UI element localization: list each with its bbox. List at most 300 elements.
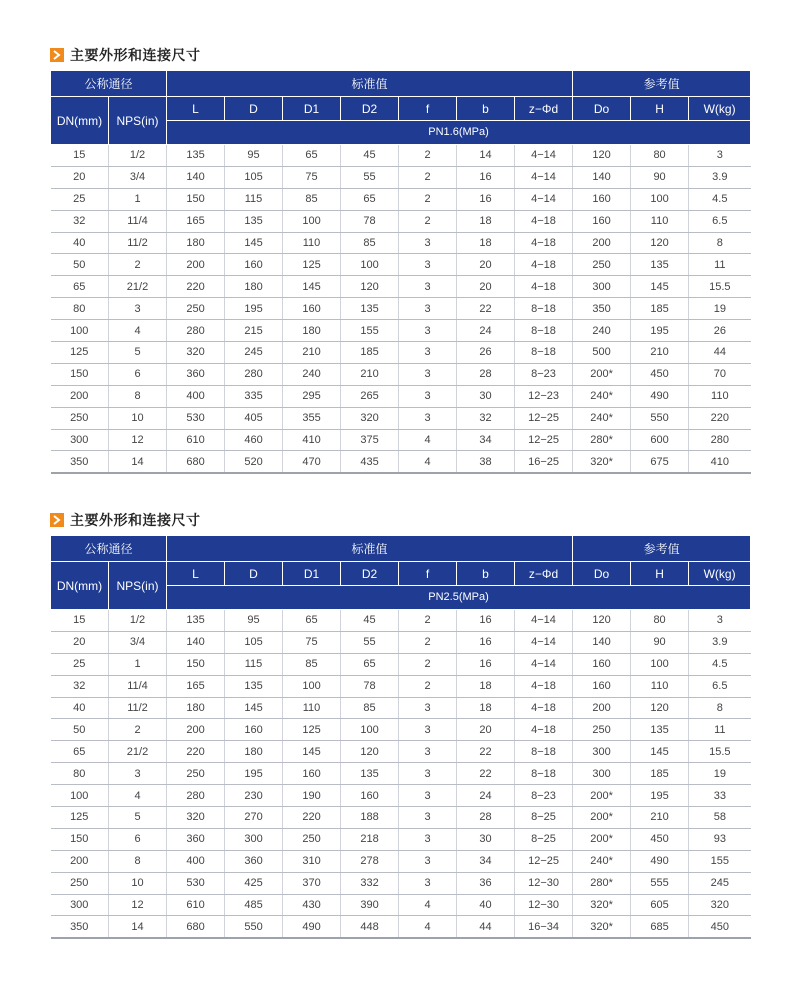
table-cell: 2 (109, 719, 167, 741)
table-cell: 80 (631, 610, 689, 632)
table-cell: 160 (341, 785, 399, 807)
col-header: L (167, 562, 225, 586)
table-cell: 320* (573, 894, 631, 916)
table-cell: 195 (225, 763, 283, 785)
table-cell: 2 (399, 610, 457, 632)
table-cell: 11/2 (109, 232, 167, 254)
table-cell: 2 (399, 188, 457, 210)
table-cell: 8 (109, 850, 167, 872)
table-cell: 85 (283, 653, 341, 675)
col-header: D (225, 562, 283, 586)
table-cell: 610 (167, 429, 225, 451)
table-cell: 16 (457, 631, 515, 653)
table-cell: 15 (51, 610, 109, 632)
table-cell: 100 (51, 320, 109, 342)
table-cell: 125 (283, 254, 341, 276)
table-cell: 145 (283, 276, 341, 298)
table-cell: 160 (573, 675, 631, 697)
table-cell: 460 (225, 429, 283, 451)
table-cell: 2 (399, 210, 457, 232)
table-cell: 95 (225, 145, 283, 167)
table-cell: 320* (573, 451, 631, 473)
table-cell: 4−14 (515, 653, 573, 675)
table-cell: 140 (573, 166, 631, 188)
table-cell: 3 (689, 610, 751, 632)
table-cell: 2 (399, 653, 457, 675)
table-cell: 300 (51, 429, 109, 451)
table-header (51, 71, 751, 145)
table-cell: 80 (631, 145, 689, 167)
table-cell: 38 (457, 451, 515, 473)
table-cell: 185 (631, 298, 689, 320)
table-cell: 245 (225, 342, 283, 364)
table-cell: 210 (283, 342, 341, 364)
table-cell: 3 (399, 407, 457, 429)
table-cell: 18 (457, 210, 515, 232)
table-row (51, 188, 751, 210)
arrow-right-icon (50, 48, 64, 62)
table-cell: 20 (51, 166, 109, 188)
table-cell: 8 (689, 232, 751, 254)
table-cell: 135 (341, 298, 399, 320)
table-cell: 2 (399, 145, 457, 167)
table-cell: 150 (167, 188, 225, 210)
table-cell: 150 (51, 828, 109, 850)
table-row (51, 298, 751, 320)
table-cell: 3 (109, 763, 167, 785)
pressure-rating: PN1.6(MPa) (167, 121, 751, 145)
table-cell: 200 (167, 719, 225, 741)
table-cell: 11/4 (109, 210, 167, 232)
table-cell: 100 (51, 785, 109, 807)
table-row (51, 872, 751, 894)
table-row (51, 407, 751, 429)
col-header: L (167, 97, 225, 121)
table-cell: 280 (167, 785, 225, 807)
table-cell: 16−25 (515, 451, 573, 473)
table-cell: 530 (167, 872, 225, 894)
table-cell: 4−18 (515, 697, 573, 719)
table-cell: 21/2 (109, 741, 167, 763)
table-cell: 3 (399, 385, 457, 407)
table-cell: 135 (341, 763, 399, 785)
table-cell: 22 (457, 763, 515, 785)
table-cell: 80 (51, 298, 109, 320)
table-cell: 450 (631, 363, 689, 385)
table-cell: 4−18 (515, 276, 573, 298)
table-cell: 3/4 (109, 631, 167, 653)
table-cell: 8−18 (515, 342, 573, 364)
table-cell: 485 (225, 894, 283, 916)
table-cell: 100 (341, 254, 399, 276)
table-cell: 8−18 (515, 298, 573, 320)
table-cell: 470 (283, 451, 341, 473)
table-cell: 65 (283, 610, 341, 632)
table-cell: 155 (689, 850, 751, 872)
table-cell: 4−14 (515, 188, 573, 210)
table-cell: 12−25 (515, 407, 573, 429)
table-row (51, 342, 751, 364)
table-cell: 555 (631, 872, 689, 894)
section-heading (50, 40, 750, 70)
table-cell: 2 (399, 675, 457, 697)
table-cell: 270 (225, 807, 283, 829)
table-cell: 12−25 (515, 850, 573, 872)
table-cell: 160 (573, 653, 631, 675)
table-cell: 218 (341, 828, 399, 850)
table-row (51, 894, 751, 916)
col-header: D1 (283, 97, 341, 121)
col-header: f (399, 97, 457, 121)
table-cell: 3 (399, 850, 457, 872)
table-cell: 140 (573, 631, 631, 653)
table-cell: 3 (399, 320, 457, 342)
table-row (51, 763, 751, 785)
table-cell: 135 (167, 610, 225, 632)
table-cell: 6.5 (689, 675, 751, 697)
table-cell: 34 (457, 429, 515, 451)
table-cell: 15 (51, 145, 109, 167)
table-cell: 550 (225, 916, 283, 938)
table-cell: 40 (51, 232, 109, 254)
table-cell: 490 (631, 850, 689, 872)
table-row (51, 675, 751, 697)
table-cell: 3 (399, 763, 457, 785)
table-cell: 55 (341, 631, 399, 653)
section-title: 主要外形和连接尺寸 (70, 48, 201, 64)
table-cell: 4−14 (515, 631, 573, 653)
table-cell: 4−18 (515, 210, 573, 232)
table-cell: 14 (457, 145, 515, 167)
table-cell: 44 (457, 916, 515, 938)
table-cell: 3 (399, 254, 457, 276)
table-cell: 14 (109, 451, 167, 473)
table-cell: 375 (341, 429, 399, 451)
table-cell: 350 (51, 916, 109, 938)
table-cell: 210 (341, 363, 399, 385)
table-cell: 180 (225, 276, 283, 298)
table-cell: 11/4 (109, 675, 167, 697)
table-cell: 3 (399, 719, 457, 741)
table-cell: 110 (631, 210, 689, 232)
table-cell: 1 (109, 653, 167, 675)
standard-values-group: 标准值 (167, 536, 573, 562)
table-row (51, 451, 751, 473)
table-cell: 6 (109, 363, 167, 385)
table-cell: 18 (457, 232, 515, 254)
table-cell: 18 (457, 697, 515, 719)
table-cell: 10 (109, 872, 167, 894)
table-cell: 8−18 (515, 320, 573, 342)
table-cell: 22 (457, 741, 515, 763)
table-cell: 360 (167, 363, 225, 385)
table-cell: 16 (457, 610, 515, 632)
table-cell: 4 (399, 451, 457, 473)
col-header: H (631, 97, 689, 121)
table-cell: 240 (573, 320, 631, 342)
table-cell: 25 (51, 653, 109, 675)
table-cell: 1/2 (109, 145, 167, 167)
table-cell: 26 (689, 320, 751, 342)
table-cell: 5 (109, 342, 167, 364)
table-cell: 11 (689, 719, 751, 741)
table-cell: 15.5 (689, 741, 751, 763)
table-cell: 280 (225, 363, 283, 385)
table-cell: 50 (51, 254, 109, 276)
table-cell: 160 (283, 763, 341, 785)
table-cell: 320 (341, 407, 399, 429)
table-cell: 400 (167, 850, 225, 872)
table-cell: 200 (51, 850, 109, 872)
table-cell: 140 (167, 631, 225, 653)
table-cell: 220 (689, 407, 751, 429)
table-cell: 65 (341, 188, 399, 210)
table-cell: 50 (51, 719, 109, 741)
table-cell: 360 (167, 828, 225, 850)
table-cell: 3 (399, 872, 457, 894)
table-cell: 332 (341, 872, 399, 894)
col-header: D2 (341, 562, 399, 586)
table-cell: 195 (225, 298, 283, 320)
table-cell: 280* (573, 429, 631, 451)
table-cell: 78 (341, 210, 399, 232)
table-header (51, 536, 751, 610)
table-cell: 2 (399, 166, 457, 188)
table-cell: 435 (341, 451, 399, 473)
table-cell: 160 (283, 298, 341, 320)
table-cell: 8 (689, 697, 751, 719)
table-cell: 12 (109, 429, 167, 451)
table-cell: 85 (341, 232, 399, 254)
table-cell: 680 (167, 916, 225, 938)
table-cell: 280 (689, 429, 751, 451)
table-cell: 450 (631, 828, 689, 850)
table-cell: 90 (631, 631, 689, 653)
table-cell: 240* (573, 385, 631, 407)
table-cell: 135 (631, 719, 689, 741)
table-cell: 3 (399, 363, 457, 385)
table-cell: 105 (225, 166, 283, 188)
table-cell: 8 (109, 385, 167, 407)
table-cell: 40 (457, 894, 515, 916)
table-cell: 450 (689, 916, 751, 938)
table-cell: 240* (573, 407, 631, 429)
table-cell: 350 (51, 451, 109, 473)
table-cell: 24 (457, 785, 515, 807)
table-row (51, 631, 751, 653)
table-cell: 320 (167, 342, 225, 364)
reference-values-group: 参考值 (573, 71, 751, 97)
section-title: 主要外形和连接尺寸 (70, 513, 201, 529)
table-cell: 30 (457, 828, 515, 850)
table-cell: 188 (341, 807, 399, 829)
table-cell: 3.9 (689, 631, 751, 653)
table-cell: 135 (167, 145, 225, 167)
table-cell: 32 (51, 210, 109, 232)
table-cell: 370 (283, 872, 341, 894)
table-cell: 600 (631, 429, 689, 451)
col-header: Do (573, 97, 631, 121)
table-row (51, 741, 751, 763)
table-cell: 490 (283, 916, 341, 938)
nominal-diameter-group: 公称通径 (51, 536, 167, 562)
dimension-section-pn16 (50, 40, 750, 474)
table-cell: 355 (283, 407, 341, 429)
table-cell: 4−18 (515, 719, 573, 741)
table-cell: 120 (341, 741, 399, 763)
table-cell: 20 (457, 276, 515, 298)
table-cell: 135 (225, 210, 283, 232)
table-cell: 4 (399, 894, 457, 916)
table-cell: 280* (573, 872, 631, 894)
table-cell: 250 (573, 254, 631, 276)
table-cell: 550 (631, 407, 689, 429)
table-row (51, 210, 751, 232)
table-cell: 165 (167, 675, 225, 697)
table-cell: 6.5 (689, 210, 751, 232)
table-cell: 4.5 (689, 653, 751, 675)
table-cell: 295 (283, 385, 341, 407)
table-cell: 10 (109, 407, 167, 429)
table-cell: 115 (225, 653, 283, 675)
table-cell: 200* (573, 807, 631, 829)
table-cell: 28 (457, 363, 515, 385)
table-cell: 15.5 (689, 276, 751, 298)
table-cell: 680 (167, 451, 225, 473)
table-cell: 180 (167, 697, 225, 719)
table-cell: 200* (573, 828, 631, 850)
table-cell: 110 (631, 675, 689, 697)
table-cell: 110 (689, 385, 751, 407)
table-cell: 3 (109, 298, 167, 320)
table-cell: 430 (283, 894, 341, 916)
dimension-table (50, 535, 751, 939)
table-cell: 8−23 (515, 785, 573, 807)
table-cell: 65 (51, 741, 109, 763)
table-cell: 25 (51, 188, 109, 210)
table-cell: 115 (225, 188, 283, 210)
table-cell: 220 (283, 807, 341, 829)
table-cell: 3 (399, 741, 457, 763)
nps-header: NPS(in) (109, 562, 167, 610)
table-cell: 12−23 (515, 385, 573, 407)
table-cell: 16 (457, 166, 515, 188)
table-cell: 80 (51, 763, 109, 785)
col-header: Do (573, 562, 631, 586)
col-header: D1 (283, 562, 341, 586)
table-cell: 3 (399, 807, 457, 829)
pressure-rating: PN2.5(MPa) (167, 586, 751, 610)
table-cell: 335 (225, 385, 283, 407)
table-cell: 410 (283, 429, 341, 451)
table-cell: 100 (283, 210, 341, 232)
col-header: b (457, 562, 515, 586)
table-row (51, 385, 751, 407)
table-cell: 3/4 (109, 166, 167, 188)
table-cell: 145 (283, 741, 341, 763)
table-cell: 75 (283, 166, 341, 188)
table-cell: 125 (283, 719, 341, 741)
table-cell: 30 (457, 385, 515, 407)
table-cell: 95 (225, 610, 283, 632)
table-cell: 240* (573, 850, 631, 872)
table-cell: 245 (689, 872, 751, 894)
table-cell: 4−18 (515, 232, 573, 254)
table-cell: 8−18 (515, 741, 573, 763)
table-row (51, 610, 751, 632)
table-cell: 70 (689, 363, 751, 385)
table-cell: 250 (51, 872, 109, 894)
nominal-diameter-group: 公称通径 (51, 71, 167, 97)
table-cell: 36 (457, 872, 515, 894)
table-cell: 135 (225, 675, 283, 697)
table-cell: 165 (167, 210, 225, 232)
table-cell: 120 (631, 697, 689, 719)
table-cell: 22 (457, 298, 515, 320)
table-cell: 200 (573, 697, 631, 719)
table-cell: 300 (225, 828, 283, 850)
table-cell: 250 (51, 407, 109, 429)
table-cell: 180 (225, 741, 283, 763)
table-cell: 110 (283, 697, 341, 719)
col-header: b (457, 97, 515, 121)
table-cell: 405 (225, 407, 283, 429)
table-cell: 19 (689, 763, 751, 785)
table-cell: 150 (51, 363, 109, 385)
table-cell: 8−18 (515, 763, 573, 785)
table-cell: 220 (167, 276, 225, 298)
table-cell: 280 (167, 320, 225, 342)
table-cell: 75 (283, 631, 341, 653)
table-cell: 4−14 (515, 145, 573, 167)
table-cell: 16 (457, 188, 515, 210)
table-cell: 8−25 (515, 828, 573, 850)
table-cell: 160 (225, 254, 283, 276)
table-cell: 55 (341, 166, 399, 188)
table-row (51, 807, 751, 829)
table-cell: 4.5 (689, 188, 751, 210)
table-cell: 20 (457, 254, 515, 276)
table-cell: 300 (51, 894, 109, 916)
table-cell: 28 (457, 807, 515, 829)
table-cell: 3.9 (689, 166, 751, 188)
table-cell: 120 (573, 145, 631, 167)
table-cell: 4−14 (515, 166, 573, 188)
table-cell: 195 (631, 785, 689, 807)
table-cell: 12−30 (515, 894, 573, 916)
table-cell: 4 (399, 916, 457, 938)
table-cell: 300 (573, 763, 631, 785)
table-cell: 195 (631, 320, 689, 342)
table-cell: 93 (689, 828, 751, 850)
table-row (51, 276, 751, 298)
table-cell: 100 (341, 719, 399, 741)
table-cell: 58 (689, 807, 751, 829)
table-cell: 12 (109, 894, 167, 916)
table-cell: 425 (225, 872, 283, 894)
table-cell: 200 (167, 254, 225, 276)
table-cell: 160 (573, 188, 631, 210)
table-cell: 125 (51, 807, 109, 829)
table-cell: 135 (631, 254, 689, 276)
col-header: D2 (341, 97, 399, 121)
table-cell: 11/2 (109, 697, 167, 719)
table-cell: 3 (399, 276, 457, 298)
table-cell: 390 (341, 894, 399, 916)
table-cell: 220 (167, 741, 225, 763)
col-header: D (225, 97, 283, 121)
table-cell: 32 (51, 675, 109, 697)
